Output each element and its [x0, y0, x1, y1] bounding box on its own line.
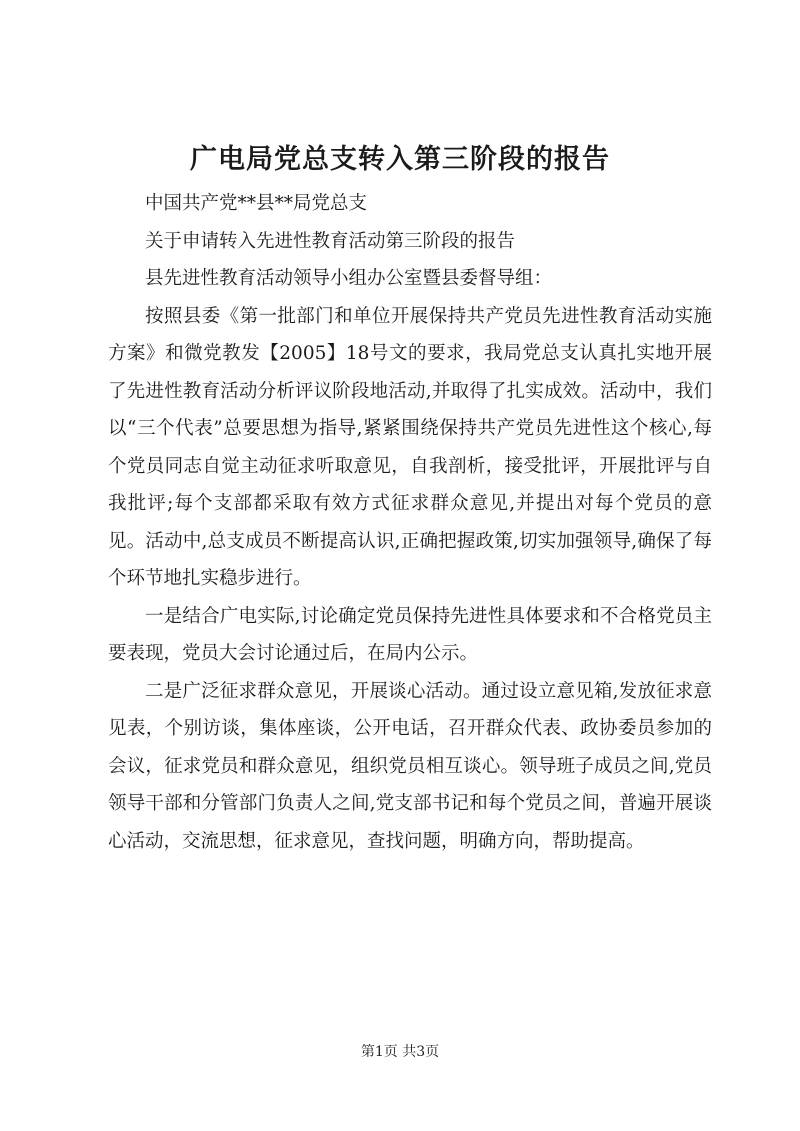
paragraph-intro: 按照县委《第一批部门和单位开展保持共产党员先进性教育活动实施方案》和微党教发【2005】18号文的要求，我局党总支认真扎实地开展了先进性教育活动分析评议阶段地活动,并取得了扎实成效。活动中，我们以“三个代表”总要思想为指导,紧紧围绕保持共产党员先进性这个核心,每个党员同志自觉主动征求听取意见，自我剖析，接受批评，开展批评与自我批评;每个支部都采取有效方式征求群众意见,并提出对每个党员的意见。活动中,总支成员不断提高认识,正确把握政策,切实加强领导,确保了每个环节地扎实稳步进行。	[108, 305, 712, 589]
document-title: 广电局党总支转入第三阶段的报告	[190, 144, 610, 175]
recipient-line: 县先进性教育活动领导小组办公室暨县委督导组：	[145, 268, 553, 289]
page-number: 第1页 共3页	[360, 1044, 440, 1060]
paragraph-point-one: 一是结合广电实际,讨论确定党员保持先进性具体要求和不合格党员主要表现，党员大会讨论通过后，在局内公示。	[108, 605, 712, 664]
subject-line: 关于申请转入先进性教育活动第三阶段的报告	[145, 230, 516, 252]
sender-line: 中国共产党**县**局党总支	[145, 193, 368, 214]
document-body	[108, 185, 712, 860]
paragraph-point-two: 二是广泛征求群众意见，开展谈心活动。通过设立意见箱,发放征求意见表，个别访谈，集体座谈，公开电话，召开群众代表、政协委员参加的会议，征求党员和群众意见，组织党员相互谈心。领导班子成员之间,党员领导干部和分管部门负责人之间,党支部书记和每个党员之间，普遍开展谈心活动，交流思想，征求意见，查找问题，明确方向，帮助提高。	[108, 680, 712, 852]
